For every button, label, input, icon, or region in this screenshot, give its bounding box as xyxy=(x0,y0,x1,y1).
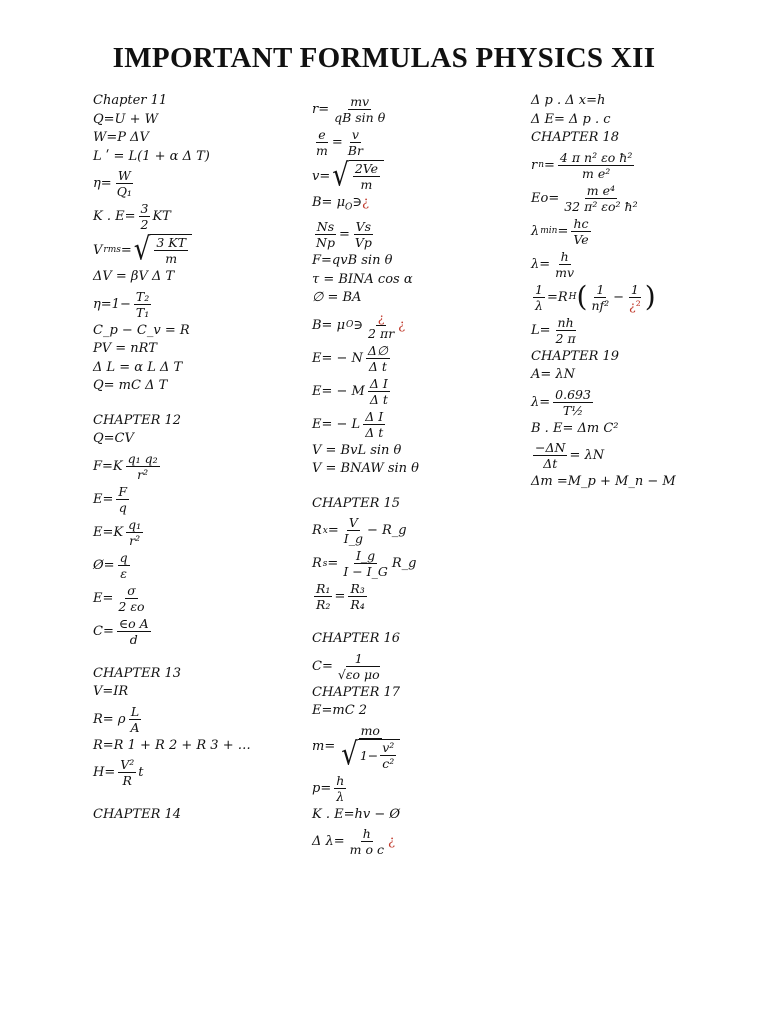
formula-min-wavelength: λ min = $\frac{hc}{Ve}$ xyxy=(531,215,589,247)
sqrt-icon: √ xyxy=(332,158,349,194)
chapter-11-heading: Chapter 11 xyxy=(93,93,168,108)
formula-motional-emf: V = BvL sin θ xyxy=(312,442,402,458)
formula-force: F=qvB sin θ xyxy=(312,253,393,269)
column-chapter-14-17 xyxy=(312,92,517,859)
formula-capacitance: C= $\frac{\text{∈o A}}{d}$ xyxy=(93,615,149,647)
formula-light-speed: C= $\frac{1}{\text{√εo μo}}$ xyxy=(312,650,380,682)
chapter-14-heading: CHAPTER 14 xyxy=(93,807,182,822)
chapter-16-heading: CHAPTER 16 xyxy=(312,631,401,647)
chapter-15-heading: CHAPTER 15 xyxy=(312,495,401,511)
formula-carnot: η=1− $\frac{\text{T₂}}{\text{T₁}}$ xyxy=(93,288,150,320)
formula-resistance: R= ρ L A xyxy=(93,703,140,735)
formula-momentum: p= $\frac{h}{\lambda}$ xyxy=(312,772,345,804)
formula-multiplier: R x = $\frac{V}{I\_g}$ − R_g xyxy=(312,515,407,547)
formula-transformer: $\frac{Ns}{Np}$ = $\frac{Vs}{Vp}$ xyxy=(316,219,372,251)
column-chapter-11-14 xyxy=(93,92,298,825)
formula-generator-emf: V = BNAW sin θ xyxy=(312,461,419,477)
sqrt-icon: √ xyxy=(133,232,151,268)
formula-sheet-field: E= $\frac{\sigma}{2 \varepsilon o}$ xyxy=(93,582,145,614)
formula-coulomb: F=K q₁ q₂ r² xyxy=(93,450,158,482)
formula-energy-uncertainty: Δ E= Δ p . c xyxy=(531,111,611,127)
formula-self-induction: E= − L Δ I Δ t xyxy=(312,408,384,440)
formula-faraday: E= − N Δ∅ Δ t xyxy=(312,342,388,374)
formula-magnetic-flux: ∅ = BA xyxy=(312,290,362,306)
formula-relativistic-mass: m= mo √ 1− $\frac{\text{v²}}{\text{c²}}$ xyxy=(312,723,517,771)
formula-flux: Ø= $\frac{q}{\varepsilon}$ xyxy=(93,549,128,581)
formula-cp-cv: C_p − C_v = R xyxy=(93,322,190,338)
formula-wheatstone: $\frac{\text{R₁}}{\text{R₂}}$ = $\frac{\text{R₃}}{\text{R₄}}$ xyxy=(316,581,365,613)
formula-kinetic-energy: K . E= $\frac{3}{2}$ KT xyxy=(93,201,171,232)
chapter-19-heading: CHAPTER 19 xyxy=(531,348,620,364)
formula-efficiency: η= $\frac{W}{\text{Q₁}}$ xyxy=(93,168,132,199)
formula-mutual-induction: E= − M Δ I Δ t xyxy=(312,375,388,407)
formula-decay-constant: λ= $\frac{0.693}{\text{T½}}$ xyxy=(531,386,591,418)
column-chapter-17-19 xyxy=(531,92,751,492)
formula-solenoid: $B= \mu_O∋¿$ xyxy=(312,195,370,213)
formula-activity: A= λN xyxy=(531,367,576,382)
formula-compton: Δ λ= $\frac{h}{\text{m o c}}$ ¿ xyxy=(312,826,395,858)
formula-charge: Q=CV xyxy=(93,431,134,446)
formula-decay-rate: $\frac{-\Delta N}{\Delta t}$ = λN xyxy=(535,440,605,471)
formula-gas-law: PV = nRT xyxy=(93,341,157,356)
formula-angular-momentum: L= $\frac{nh}{2 \pi}$ xyxy=(531,314,576,346)
formula-expansion: L ʹ = L(1 + α Δ T) xyxy=(93,148,210,164)
chapter-12-heading: CHAPTER 12 xyxy=(93,412,182,428)
formula-volume-expansion: ΔV = βV Δ T xyxy=(93,269,175,284)
formula-photoelectric: K . E=hv − Ø xyxy=(312,806,401,822)
formula-heat-capacity: Q= mC Δ T xyxy=(93,378,168,393)
formula-uncertainty: Δ p . Δ x=h xyxy=(531,93,606,108)
formula-radius: r= $\frac{mv}{\text{qB sin θ}}$ xyxy=(312,94,386,125)
formula-field: E= $\frac{F}{q}$ xyxy=(93,483,128,515)
formula-series: R=R 1 + R 2 + R 3 + … xyxy=(93,737,251,753)
formula-vrms: V rms = √ 3 KT m xyxy=(93,234,298,266)
formula-work: W=P ΔV xyxy=(93,130,149,145)
formula-linear-expansion: Δ L = α L Δ T xyxy=(93,359,183,375)
formula-shunt: R s = $\frac{I\_g}{I - I\_G}$ R_g xyxy=(312,548,417,580)
chapter-13-heading: CHAPTER 13 xyxy=(93,665,182,681)
sqrt-icon: √ xyxy=(341,736,358,773)
formula-torque: τ = BINA cos α xyxy=(312,271,413,287)
formula-ground-energy: Eo= $\frac{\text{m e⁴}}{\text{32 π² εo² ħ²}}$ xyxy=(531,182,638,214)
formula-rydberg: $\frac{1}{\lambda}$ =R H ( 1 nf² − 1 ¿² ) xyxy=(535,280,656,313)
formula-mass-energy: E=mC 2 xyxy=(312,703,368,719)
chapter-18-heading: CHAPTER 18 xyxy=(531,130,620,145)
formula-e-over-m: $\frac{e}{m}$ = $\frac{v}{Br}$ xyxy=(316,127,363,158)
formula-mass-defect: Δm =M_p + M_n − M xyxy=(531,474,676,489)
formula-field-point: E=K q₁ r² xyxy=(93,516,142,548)
formula-de-broglie: λ= $\frac{h}{mv}$ xyxy=(531,248,575,280)
chapter-17-heading: CHAPTER 17 xyxy=(312,684,401,700)
page-title: IMPORTANT FORMULAS PHYSICS XII xyxy=(112,42,656,74)
formula-wire-field: B= μ O ∋ ¿ 2 πr ¿ xyxy=(312,309,406,341)
formula-bohr-radius: r n = $\frac{\text{4 π n² εo ħ²}}{\text{m e²}}$ xyxy=(531,149,633,181)
formula-heat: Q=U + W xyxy=(93,111,159,127)
formula-ohm: V=IR xyxy=(93,684,129,699)
formula-velocity: v= √ 2Ve m xyxy=(312,160,517,192)
formula-binding-energy: B . E= Δm C² xyxy=(531,420,619,436)
formula-joule-heat: H= $\frac{\text{V²}}{R}$ t xyxy=(93,757,144,788)
